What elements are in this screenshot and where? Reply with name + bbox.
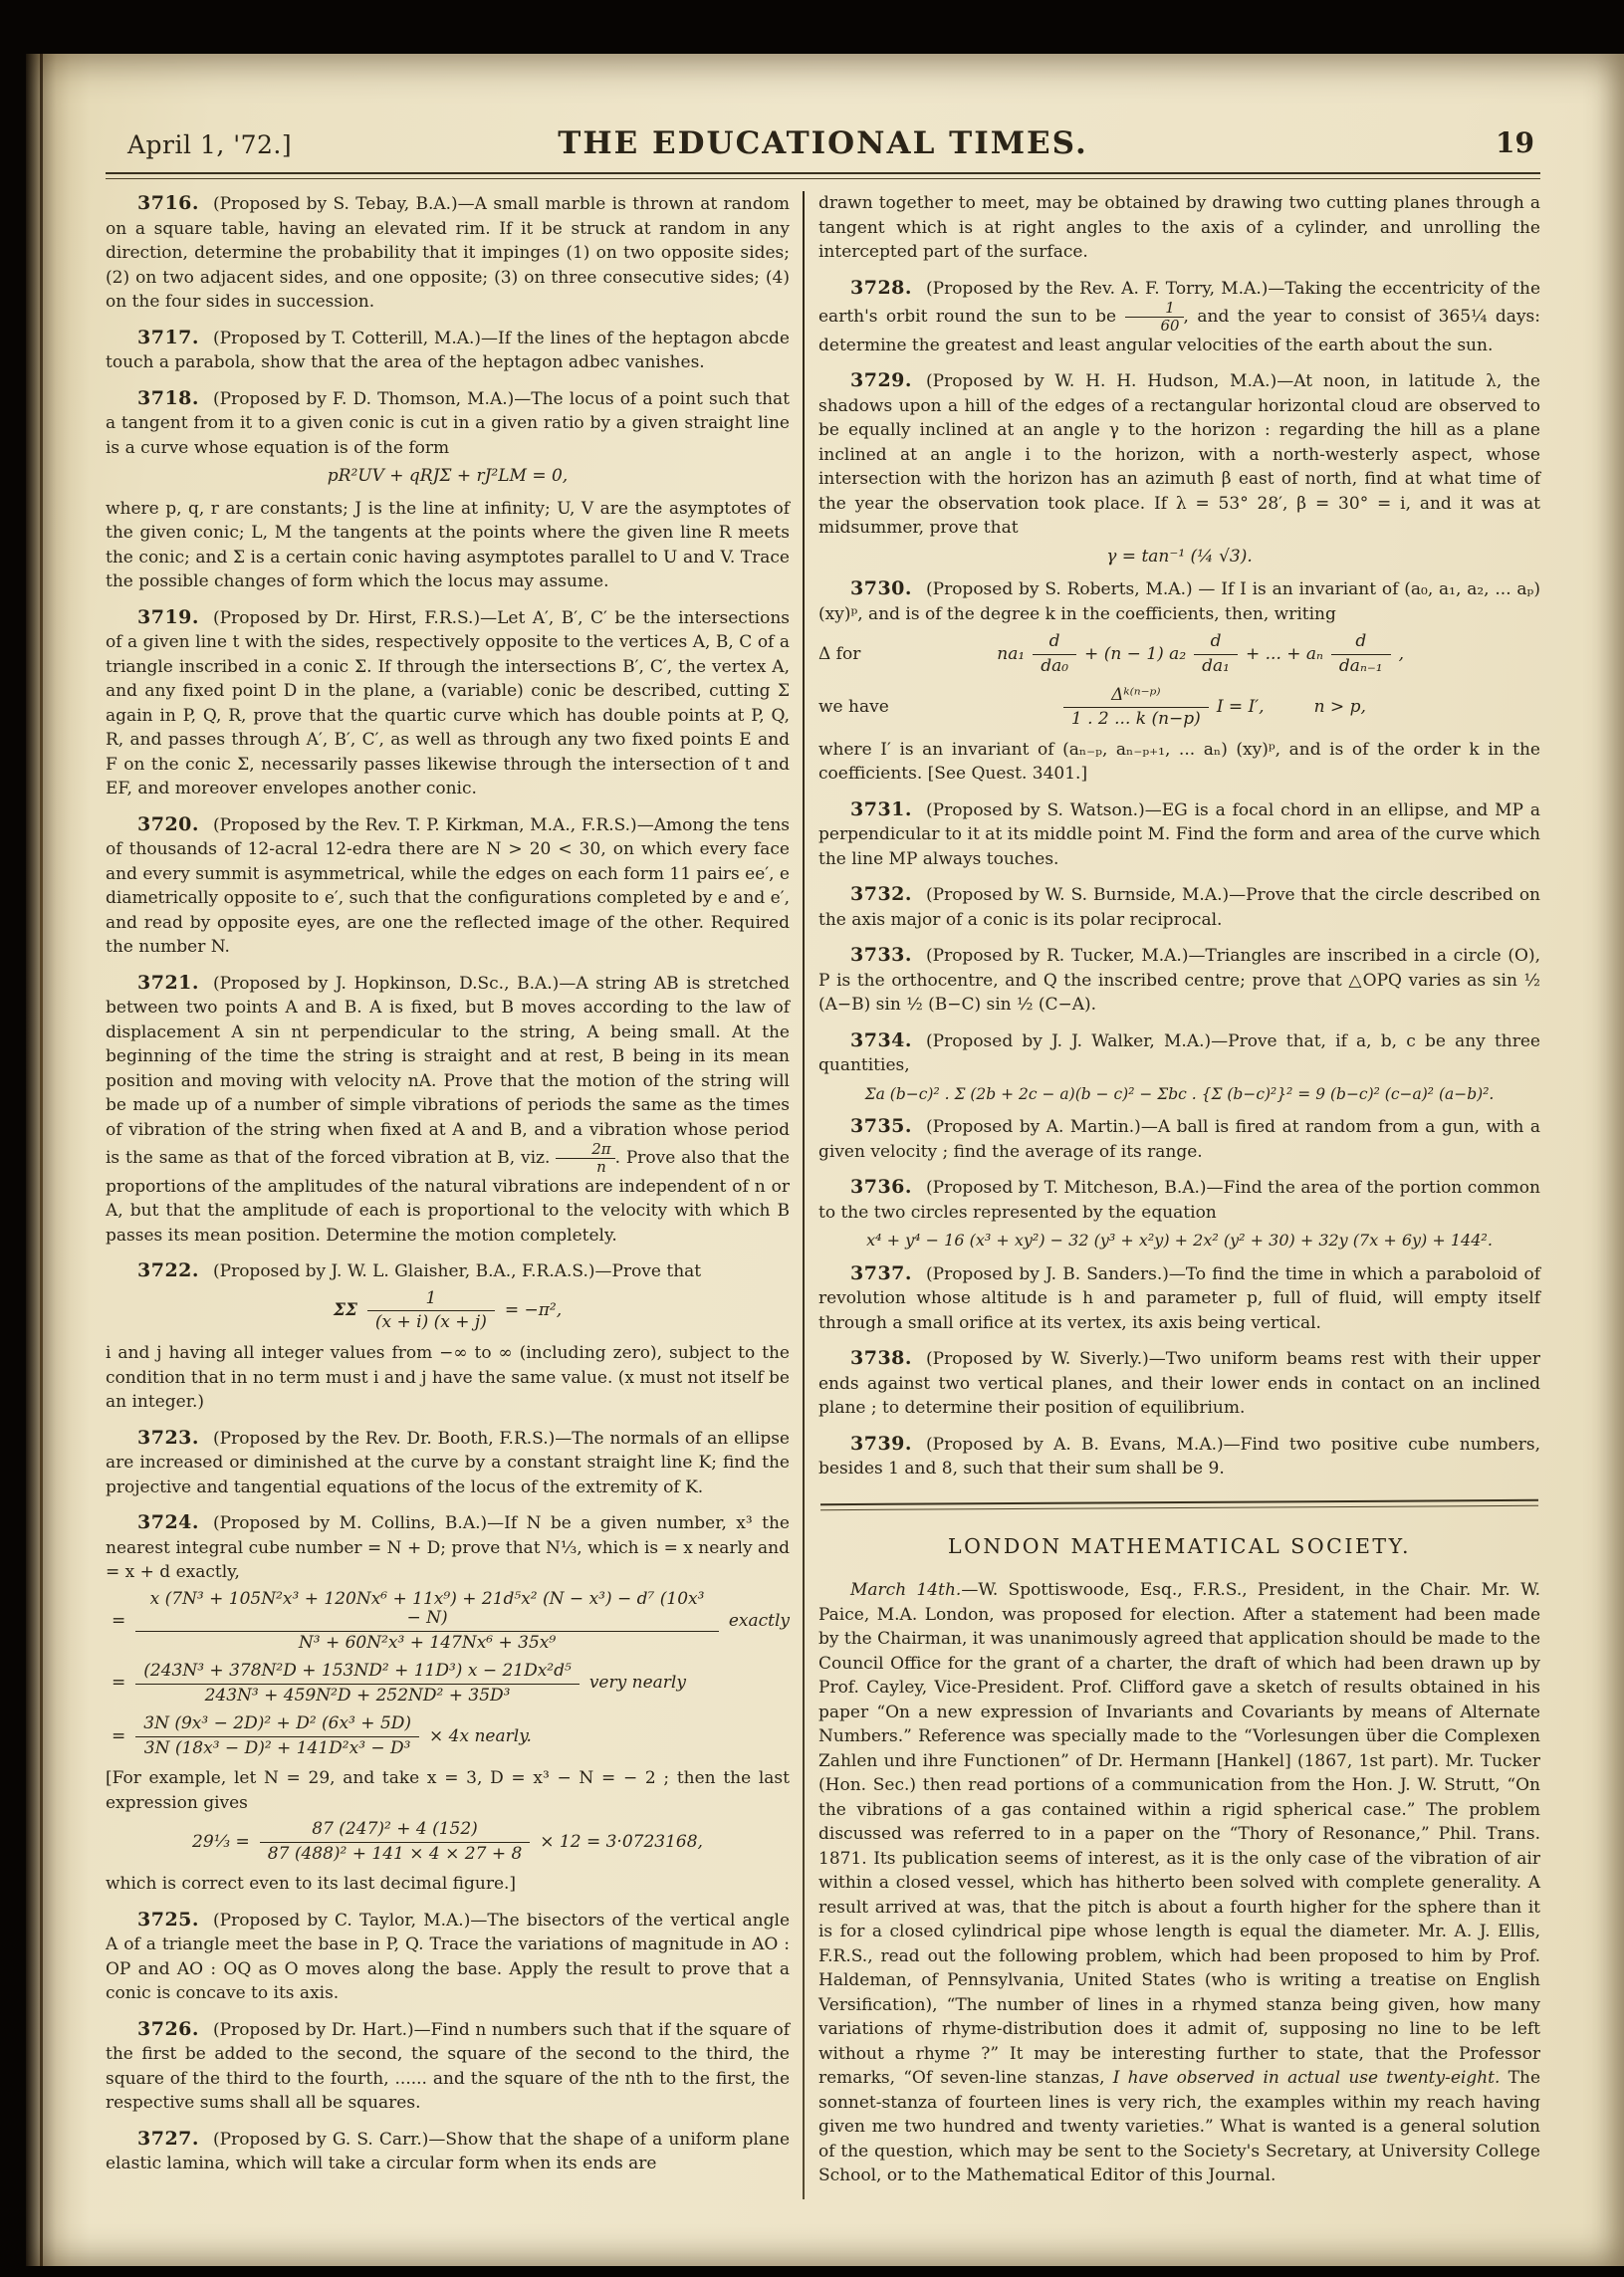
- fraction-numerator: x (7N³ + 105N²x³ + 120Nx⁶ + 11x⁹) + 21d⁵x² (N − x³) − d⁷ (10x³ − N): [135, 1589, 719, 1632]
- equation-3724-line2: [106, 1661, 790, 1706]
- problem-3722: [106, 1258, 790, 1284]
- problem-3718-continued: [106, 497, 790, 594]
- fraction-numerator: 3N (9x³ − 2D)² + D² (6x³ + 5D): [135, 1713, 419, 1737]
- problem-number: 3718.: [137, 386, 199, 409]
- fraction: [1063, 685, 1209, 730]
- equation-3724-line3: [106, 1713, 790, 1758]
- problem-text: where p, q, r are constants; J is the line at infinity; U, V are the asymptotes of the given conic; L, M the tangents at the points where the given line R meets the conic; and Σ is a certain conic having asymptotes parallel to U and V. Trace the possible changes of form which the locus may assume.: [106, 498, 790, 591]
- equation-term: I = I′,: [1216, 696, 1265, 717]
- equation-text: pR²UV + qRJΣ + rJ²LM = 0,: [327, 466, 569, 486]
- problem-3737: [818, 1261, 1540, 1336]
- problem-number: 3721.: [137, 971, 199, 994]
- problem-number: 3730.: [850, 577, 912, 600]
- fraction-numerator: 87 (247)² + 4 (152): [260, 1819, 530, 1843]
- society-report: [818, 1578, 1540, 2188]
- problem-text: (Proposed by S. Roberts, M.A.) — If I is an invariant of (a₀, a₁, a₂, ... aₚ) (xy)ᵖ, and is of the degree k in the coefficients, then, writing: [818, 579, 1540, 624]
- left-column: [106, 191, 790, 2199]
- fraction-numerator: 1: [367, 1288, 495, 1312]
- problem-number: 3719.: [137, 605, 199, 628]
- fraction-denominator: 60: [1160, 316, 1180, 335]
- problem-number: 3724.: [137, 1511, 199, 1533]
- equation-3724-example: [106, 1819, 790, 1864]
- problem-text: (Proposed by M. Collins, B.A.)—If N be a given number, x³ the nearest integral cube number = N + D; prove that N⅓, which is = x nearly and = x + d exactly,: [106, 1513, 790, 1582]
- equation-term: + (n − 1) a₂: [1084, 643, 1187, 664]
- equation-text: γ = tan⁻¹ (¼ √3).: [1106, 546, 1253, 567]
- problem-3727-continuation: [818, 191, 1540, 265]
- report-quote-italic: I have observed in actual use twenty-eight.: [1112, 2068, 1501, 2089]
- fraction: [260, 1819, 530, 1864]
- equation-suffix: = −π²,: [504, 1300, 563, 1321]
- problem-text: (Proposed by J. W. L. Glaisher, B.A., F.R.A.S.)—Prove that: [213, 1261, 702, 1282]
- problem-text: (Proposed by Dr. Hirst, F.R.S.)—Let A′, B′, C′ be the intersections of a given line t with the sides, respectively opposite to the vertices A, B, C of a triangle inscribed in a conic Σ. If through the intersections B′, C′, the vertex A, and any fixed point D in the plane, a (variable) conic be described, cutting Σ again in P, Q, R, prove that the quartic curve which has double points at P, Q, R, and passes through A′, B′, C′, as well as through any two fixed points E and F on the conic Σ, necessarily passes likewise through the intersection of t and EF, and moreover envelopes another conic.: [106, 607, 790, 798]
- problem-number: 3733.: [850, 944, 912, 967]
- equation-3730-invariant: [818, 685, 1540, 730]
- equation-label: Δ for: [818, 643, 861, 664]
- fraction-denominator: da₁: [1202, 655, 1230, 676]
- problem-3738: [818, 1346, 1540, 1421]
- problem-3725: [106, 1908, 790, 2006]
- fraction-numerator: d: [1033, 631, 1076, 655]
- problem-3727: [106, 2127, 790, 2176]
- equation-condition: n > p,: [1313, 696, 1366, 717]
- equation-suffix: very nearly: [588, 1673, 686, 1694]
- fraction-denominator: N³ + 60N²x³ + 147Nx⁶ + 35x⁹: [298, 1632, 557, 1653]
- problem-3720: [106, 812, 790, 960]
- problem-number: 3736.: [850, 1176, 912, 1199]
- fraction: [135, 1589, 719, 1654]
- equals-sign: =: [112, 1673, 126, 1694]
- page-number: 19: [1496, 126, 1534, 159]
- problem-3718: [106, 386, 790, 461]
- page-spine-shadow: [26, 54, 90, 2266]
- fraction-denominator: da₀: [1041, 655, 1069, 676]
- equation-3736: [818, 1229, 1540, 1253]
- problem-3721: [106, 971, 790, 1249]
- problem-text: (Proposed by T. Cotterill, M.A.)—If the lines of the heptagon abcde touch a parabola, show that the area of the heptagon adbec vanishes.: [106, 328, 790, 372]
- problem-number: 3717.: [137, 326, 199, 348]
- equation-label: we have: [818, 696, 889, 717]
- problem-text: (Proposed by J. Hopkinson, D.Sc., B.A.)—A string AB is stretched between two points A and B. A is fixed, but B moves according to the law of displacement A sin nt perpendicular to the string, A being small. At the beginning of the time the string is straight and at rest, B being in its mean position and moving with velocity nA. Prove that the motion of the string will be made up of a number of simple vibrations of periods the same as the times of vibration of the string when fixed at A and B, and a vibration whose period is the same as that of the forced vibration at B, viz.: [106, 973, 790, 1168]
- problem-3734: [818, 1028, 1540, 1078]
- fraction-denominator: daₙ₋₁: [1338, 655, 1383, 676]
- problem-3717: [106, 326, 790, 375]
- problem-text: (Proposed by C. Taylor, M.A.)—The bisectors of the vertical angle A of a triangle meet the base in P, Q. Trace the variations of magnitude in AO : OP and AO : OQ as O moves along the base. Apply the result to prove that a conic is concave to its axis.: [106, 1910, 790, 2004]
- fraction: [1033, 631, 1076, 676]
- equation-3724-line1: [106, 1589, 790, 1654]
- fraction-numerator: Δᵏ⁽ⁿ⁻ᵖ⁾: [1063, 685, 1209, 709]
- problem-3726: [106, 2017, 790, 2116]
- problem-text: where I′ is an invariant of (aₙ₋ₚ, aₙ₋ₚ₊₁, ... aₙ) (xy)ᵖ, and is of the order k in the coefficients. [See Quest. 3401.]: [818, 739, 1540, 785]
- problem-text: (Proposed by G. S. Carr.)—Show that the shape of a uniform plane elastic lamina, which will take a circular form when its ends are: [106, 2129, 790, 2174]
- equation-prefix: ΣΣ: [333, 1300, 357, 1321]
- problem-number: 3737.: [850, 1261, 912, 1284]
- problem-3729: [818, 368, 1540, 541]
- equation-3718: [106, 464, 790, 489]
- problem-text: (Proposed by Dr. Hart.)—Find n numbers such that if the square of the first be added to the second, the square of the second to the third, the square of the third to the fourth, ...... and the square of the nth to the first, the respective sums shall all be squares.: [106, 2019, 790, 2114]
- fraction-numerator: d: [1194, 631, 1238, 655]
- problem-3724-example: [106, 1766, 790, 1815]
- issue-date: April 1, '72.]: [127, 130, 293, 159]
- meeting-date: March 14th.: [850, 1580, 962, 1601]
- problem-number: 3722.: [137, 1259, 199, 1282]
- problem-number: 3739.: [850, 1432, 912, 1455]
- problem-number: 3735.: [850, 1115, 912, 1138]
- section-heading: LONDON MATHEMATICAL SOCIETY.: [948, 1533, 1411, 1558]
- problem-3733: [818, 943, 1540, 1018]
- report-text: —W. Spottiswoode, Esq., F.R.S., President, in the Chair. Mr. W. Paice, M.A. London, was proposed for election. After a statement had been made by the Chairman, it was unanimously agreed that application should be made to the Council Office for the grant of a charter, the draft of which had been drawn up by Prof. Cayley, Vice-President. Prof. Clifford gave a sketch of results obtained in his paper “On a new expression of Invariants and Covariants by means of Alternate Numbers.” Reference was specially made to the “Vorlesungen über die Complexen Zahlen und ihre Functionen” of Dr. Hermann [Hankel] (1867, 1st part). Mr. Tucker (Hon. Sec.) then read portions of a communication from the Hon. J. W. Strutt, “On the vibrations of a gas contained within a rigid spherical case.” The problem discussed was referred to in a paper on the “Thory of Resonance,” Phil. Trans. 1871. Its publication seems of interest, as it is the only case of the vibration of air within a closed vessel, which has hitherto been solved with complete generality. A result arrived at was, that the pitch is about a fourth higher for the sphere than it is for a closed cylindrical pipe whose length is equal the diameter. Mr. A. J. Ellis, F.R.S., read out the following problem, which had been proposed to him by Prof. Haldeman, of Pennsylvania, United States (who is writing a treatise on English Versification), “The number of lines in a rhymed stanza being given, how many variations of rhyme-distribution does it admit of, supposing no line to be left without a rhyme ?” It may be interesting further to state, that the Professor remarks, “Of seven-line stanzas,: [818, 1580, 1541, 2089]
- fraction-denominator: 1 . 2 ... k (n−p): [1070, 709, 1201, 730]
- fraction: [1331, 631, 1391, 676]
- problem-3724: [106, 1510, 790, 1585]
- problem-text: (Proposed by the Rev. T. P. Kirkman, M.A., F.R.S.)—Among the tens of thousands of 12-acral 12-edra there are N > 20 < 30, on which every face and every summit is asymmetrical, while the edges on each form 11 pairs ee′, e diametrically opposite to e′, such that the configurations completed by e and e′, and read by opposite eyes, are one the reflected image of the other. Required the number N.: [106, 814, 790, 957]
- right-column: [818, 191, 1540, 2199]
- masthead: [106, 112, 1540, 163]
- fraction-numerator: 2π: [556, 1142, 614, 1159]
- problem-3724-end: [106, 1872, 790, 1897]
- equation-3730-delta: [818, 631, 1540, 676]
- problem-3730-continued: [818, 738, 1540, 787]
- problem-text: , and the year to consist of 365¼ days: determine the greatest and least angular velocities of the earth about the sun.: [818, 306, 1540, 355]
- equation-suffix: exactly: [728, 1610, 790, 1631]
- page-spine-edge: [40, 54, 43, 2266]
- equation-3722: [106, 1288, 790, 1333]
- problem-number: 3738.: [850, 1347, 912, 1370]
- problem-3732: [818, 882, 1540, 932]
- problem-text: (Proposed by A. B. Evans, M.A.)—Find two positive cube numbers, besides 1 and 8, such that their sum shall be 9.: [818, 1434, 1540, 1480]
- fraction-denominator: n: [596, 1157, 606, 1176]
- problem-text: (Proposed by R. Tucker, M.A.)—Triangles are inscribed in a circle (O), P is the orthocentre, and Q the inscribed centre; prove that △OPQ varies as sin ½ (A−B) sin ½ (B−C) sin ½ (C−A).: [818, 946, 1540, 1016]
- masthead-rule: [106, 172, 1540, 179]
- problem-number: 3723.: [137, 1426, 199, 1449]
- problem-3723: [106, 1426, 790, 1500]
- problem-3735: [818, 1114, 1540, 1164]
- problem-text: which is correct even to its last decimal figure.]: [106, 1874, 517, 1895]
- fraction: [135, 1713, 419, 1758]
- equation-term: ,: [1398, 643, 1405, 664]
- problem-number: 3716.: [137, 192, 199, 214]
- problem-text: (Proposed by W. Siverly.)—Two uniform beams rest with their upper ends against two vertical planes, and their lower ends in contact on an inclined plane ; to determine their position of equilibrium.: [818, 1349, 1540, 1419]
- problem-number: 3731.: [850, 797, 912, 820]
- report-text: The sonnet-stanza of fourteen lines is very rich, the examples within my reach having given me two hundred and twenty varieties.” What is wanted is a general solution of the question, which may be sent to the Society's Secretary, at University College School, or to the Mathematical Editor of this Journal.: [818, 2068, 1540, 2186]
- problem-number: 3726.: [137, 2017, 199, 2040]
- problem-text: (Proposed by J. J. Walker, M.A.)—Prove that, if a, b, c be any three quantities,: [818, 1030, 1540, 1076]
- equation-body: [860, 631, 1540, 676]
- problem-text: (Proposed by W. S. Burnside, M.A.)—Prove that the circle described on the axis major of a conic is its polar reciprocal.: [818, 885, 1540, 930]
- problem-3719: [106, 605, 790, 801]
- equation-suffix: × 12 = 3·0723168,: [540, 1831, 703, 1852]
- problem-text: (Proposed by S. Watson.)—EG is a focal chord in an ellipse, and MP a perpendicular to it at its middle point M. Find the form and area of the curve which the line MP always touches.: [818, 799, 1540, 869]
- fraction-numerator: d: [1331, 631, 1391, 655]
- problem-number: 3720.: [137, 812, 199, 835]
- equation-prefix: 29⅓ =: [192, 1831, 250, 1852]
- problem-text: (Proposed by A. Martin.)—A ball is fired at random from a gun, with a given velocity ; find the average of its range.: [818, 1117, 1540, 1162]
- inline-fraction: [1125, 301, 1184, 334]
- problem-number: 3727.: [137, 2127, 199, 2150]
- problem-text: (Proposed by T. Mitcheson, B.A.)—Find the area of the portion common to the two circles represented by the equation: [818, 1178, 1540, 1223]
- fraction-denominator: 87 (488)² + 141 × 4 × 27 + 8: [267, 1843, 523, 1864]
- problem-text: i and j having all integer values from −∞ to ∞ (including zero), subject to the condition that in no term must i and j have the same value. (x must not itself be an integer.): [106, 1343, 790, 1412]
- problem-number: 3729.: [850, 369, 912, 392]
- problem-3739: [818, 1432, 1540, 1481]
- fraction-denominator: 243N³ + 459N²D + 252ND² + 35D³: [204, 1685, 511, 1706]
- equation-3729: [818, 545, 1540, 569]
- problem-text: . Prove also that the proportions of the amplitudes of the natural vibrations are independent of n or A, but that the amplitude of each is proportional to the velocity with which B passes its mean position. Determine the motion completely.: [106, 1147, 790, 1246]
- scanned-page: [26, 54, 1624, 2266]
- problem-number: 3725.: [137, 1908, 199, 1931]
- problem-text: (Proposed by the Rev. Dr. Booth, F.R.S.)—The normals of an ellipse are increased or diminished at the curve by a constant straight line K; find the projective and tangential equations of the locus of the extremity of K.: [106, 1428, 790, 1497]
- problem-text: drawn together to meet, may be obtained by drawing two cutting planes through a tangent which is at right angles to the axis of a cylinder, and unrolling the intercepted part of the surface.: [818, 193, 1540, 262]
- journal-title: THE EDUCATIONAL TIMES.: [558, 125, 1088, 161]
- problem-number: 3734.: [850, 1028, 912, 1051]
- problem-text: (Proposed by the Rev. A. F. Torry, M.A.)—Taking the eccentricity of the earth's orbit round the sun to be: [818, 278, 1540, 327]
- inline-fraction: [556, 1142, 614, 1175]
- fraction: [135, 1661, 580, 1706]
- problem-text: (Proposed by F. D. Thomson, M.A.)—The locus of a point such that a tangent from it to a given conic is cut in a given ratio by a given straight line is a curve whose equation is of the form: [106, 388, 790, 458]
- problem-text: [For example, let N = 29, and take x = 3, D = x³ − N = − 2 ; then the last expression gives: [106, 1768, 790, 1813]
- equation-3734: [818, 1082, 1540, 1107]
- equation-text: x⁴ + y⁴ − 16 (x³ + xy²) − 32 (y³ + x²y) + 2x² (y² + 30) + 32y (7x + 6y) + 144².: [866, 1231, 1493, 1251]
- fraction-numerator: 1: [1125, 301, 1184, 318]
- problem-text: (Proposed by S. Tebay, B.A.)—A small marble is thrown at random on a square table, having an elevated rim. If it be struck at random in any direction, determine the probability that it impinges (1) on two opposite sides; (2) on two adjacent sides, and one opposite; (3) on three consecutive sides; (4) on the four sides in succession.: [106, 194, 790, 312]
- equals-sign: =: [112, 1610, 126, 1631]
- columns: [106, 191, 1540, 2199]
- equation-text: Σa (b−c)² . Σ (2b + 2c − a)(b − c)² − Σbc . {Σ (b−c)²}² = 9 (b−c)² (c−a)² (a−b)².: [864, 1084, 1495, 1103]
- column-divider-rule: [803, 191, 805, 2199]
- fraction-denominator: (x + i) (x + j): [374, 1312, 487, 1333]
- problem-3736: [818, 1175, 1540, 1225]
- page-content: [106, 112, 1540, 2246]
- problem-3728: [818, 276, 1540, 358]
- problem-text: (Proposed by W. H. H. Hudson, M.A.)—At noon, in latitude λ, the shadows upon a hill of the edges of a rectangular horizontal cloud are observed to be equally inclined at an angle γ to the horizon : regarding the hill as a plane inclined at an angle i to the horizon, with a north-westerly aspect, whose intersection with the horizon has an azimuth β east of north, find at what time of the year the observation took place. If λ = 53° 28′, β = 30° = i, and it was at midsummer, prove that: [818, 371, 1540, 539]
- problem-text: (Proposed by J. B. Sanders.)—To find the time in which a paraboloid of revolution whose altitude is h and parameter p, full of fluid, will empty itself through a small orifice at its vertex, its axis being vertical.: [818, 1263, 1540, 1333]
- problem-3722-continued: [106, 1341, 790, 1415]
- equals-sign: =: [112, 1725, 126, 1746]
- problem-3731: [818, 797, 1540, 872]
- problem-number: 3728.: [850, 276, 912, 299]
- problem-3730: [818, 576, 1540, 626]
- equation-suffix: × 4x nearly.: [429, 1725, 532, 1746]
- fraction-denominator: 3N (18x³ − D)² + 141D²x³ − D³: [143, 1737, 411, 1758]
- equation-term: + ... + aₙ: [1245, 643, 1323, 664]
- fraction: [1194, 631, 1238, 676]
- equation-term: na₁: [997, 643, 1026, 664]
- problem-number: 3732.: [850, 883, 912, 906]
- section-divider-rule: [820, 1498, 1538, 1509]
- equation-body: [889, 685, 1540, 730]
- fraction-numerator: (243N³ + 378N²D + 153ND² + 11D³) x − 21Dx²d⁵: [135, 1661, 580, 1685]
- problem-3716: [106, 191, 790, 315]
- fraction: [367, 1288, 495, 1333]
